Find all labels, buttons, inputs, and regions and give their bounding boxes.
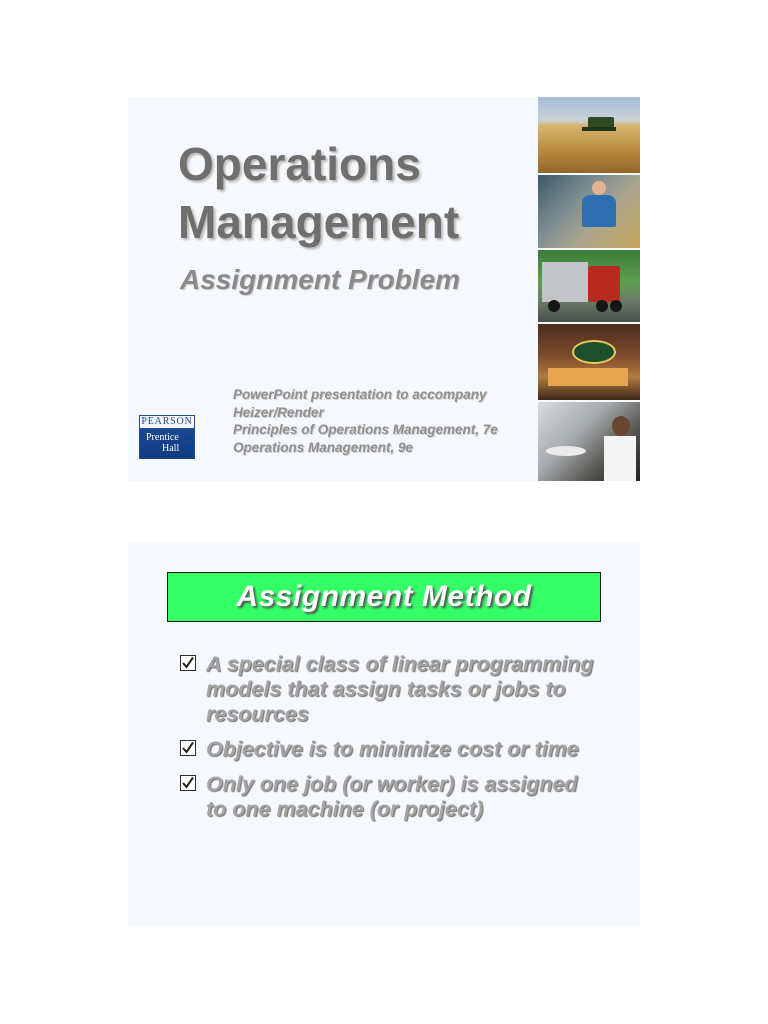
window-glow-shape xyxy=(548,368,628,386)
plate-shape xyxy=(546,446,586,456)
truck-trailer-shape xyxy=(542,262,588,302)
photo-strip xyxy=(538,97,640,481)
bullet-text: A special class of linear programming models that assign tasks or jobs to resources xyxy=(206,652,594,726)
bullet-item xyxy=(180,737,600,762)
slide-title xyxy=(128,97,640,481)
restaurant-photo xyxy=(538,324,640,400)
slide-title: Assignment Method xyxy=(236,580,532,613)
restaurant-sign-shape xyxy=(572,340,616,364)
combine-arm-shape xyxy=(582,127,616,131)
title-line-2: Management xyxy=(178,196,460,248)
checkbox-icon xyxy=(180,775,196,791)
logo-prentice-text: Prentice xyxy=(146,432,179,443)
slide-assignment-method xyxy=(128,542,640,926)
chef-body-shape xyxy=(604,436,636,481)
credit-line: Heizer/Render xyxy=(233,404,324,420)
credit-line: Principles of Operations Management, 7e xyxy=(233,422,498,437)
pearson-prentice-hall-logo xyxy=(139,415,195,459)
truck-wheel-shape xyxy=(548,300,560,312)
worker-head-shape xyxy=(592,181,606,195)
truck-photo xyxy=(538,250,640,322)
truck-wheel-shape xyxy=(596,300,608,312)
truck-wheel-shape xyxy=(610,300,622,312)
checkbox-icon xyxy=(180,655,196,671)
bullet-item xyxy=(180,772,600,822)
credit-line: Operations Management, 9e xyxy=(233,439,414,455)
combine-harvester-photo xyxy=(538,97,640,173)
food-worker-photo xyxy=(538,175,640,248)
worker-body-shape xyxy=(582,195,616,227)
checkbox-icon xyxy=(180,740,196,756)
title-line-1: Operations xyxy=(178,138,421,190)
logo-hall-text: Hall xyxy=(162,443,180,454)
logo-pearson-text: PEARSON xyxy=(141,416,193,427)
bullet-item xyxy=(180,652,600,727)
title-banner xyxy=(167,572,601,622)
subtitle: Assignment Problem xyxy=(180,264,461,295)
bullet-text: Only one job (or worker) is assigned to one machine (or project) xyxy=(206,772,578,821)
bullet-text: Objective is to minimize cost or time xyxy=(206,737,579,761)
truck-cab-shape xyxy=(588,266,620,302)
bullet-list xyxy=(180,652,600,832)
credits xyxy=(233,386,498,456)
credit-line: PowerPoint presentation to accompany xyxy=(233,387,487,402)
chef-kitchen-photo xyxy=(538,402,640,481)
chef-head-shape xyxy=(612,416,630,436)
